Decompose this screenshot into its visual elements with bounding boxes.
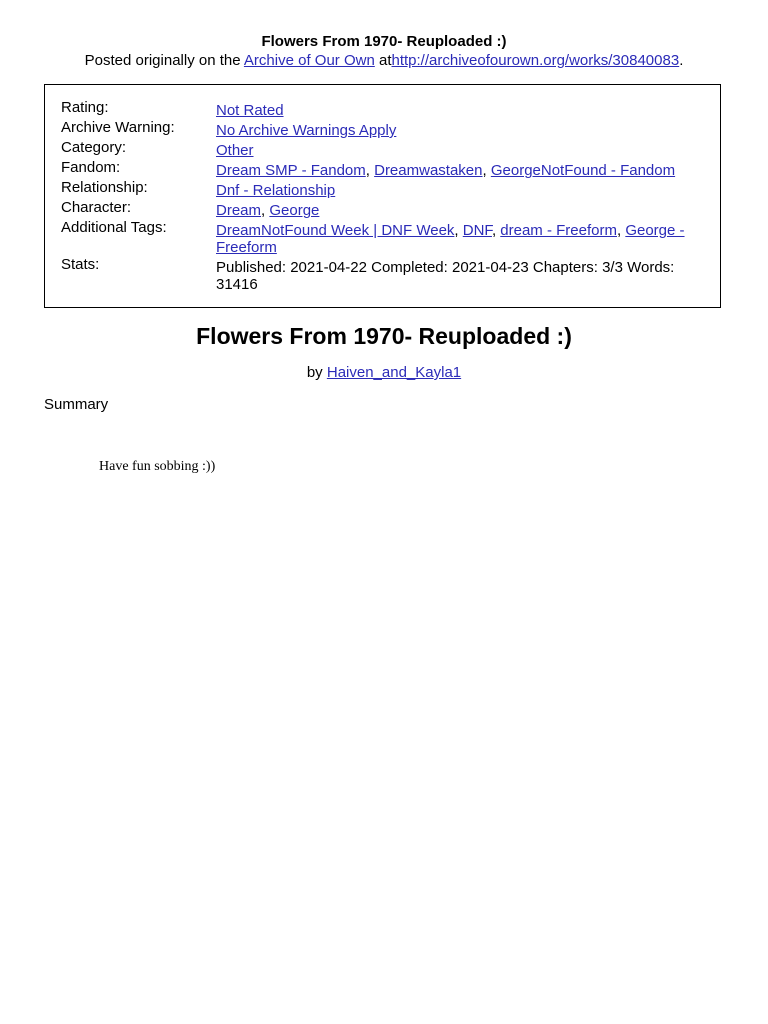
by-text: by: [306, 364, 323, 381]
rating-link[interactable]: Not Rated: [216, 102, 284, 119]
posted-prefix: Posted originally on the: [84, 52, 241, 69]
separator: ,: [491, 222, 501, 239]
warning-link[interactable]: No Archive Warnings Apply: [216, 122, 397, 139]
fandom-label: Fandom:: [61, 159, 121, 176]
category-label: Category:: [61, 139, 127, 156]
tags-value: [216, 222, 706, 256]
period: .: [679, 52, 684, 69]
summary-text: Have fun sobbing :)): [99, 459, 216, 474]
work-metadata-box: [44, 84, 721, 308]
warning-label: Archive Warning:: [61, 119, 175, 136]
tag-link[interactable]: dream - Freeform: [500, 222, 617, 239]
at-text: at: [378, 52, 392, 69]
category-value: [216, 142, 706, 159]
posted-originally-line: [0, 51, 768, 71]
rating-value: [216, 102, 706, 119]
fandom-value: [216, 162, 706, 179]
separator: ,: [616, 222, 626, 239]
work-url-link[interactable]: http://archiveofourown.org/works/30840083: [391, 52, 680, 69]
stats-value: Published: 2021-04-22 Completed: 2021-04-23 Chapters: 3/3 Words: 31416: [216, 259, 675, 293]
tag-link[interactable]: George - Freeform: [216, 222, 685, 256]
summary-heading: Summary: [44, 396, 109, 413]
rating-label: Rating:: [61, 99, 109, 116]
tag-link[interactable]: DreamNotFound Week | DNF Week: [216, 222, 455, 239]
author-link[interactable]: Haiven_and_Kayla1: [326, 364, 462, 381]
character-link[interactable]: George: [269, 202, 320, 219]
header-title: Flowers From 1970- Reuploaded :): [261, 33, 507, 50]
character-value: [216, 202, 706, 219]
relationship-link[interactable]: Dnf - Relationship: [216, 182, 336, 199]
fandom-link[interactable]: Dreamwastaken: [374, 162, 483, 179]
fandom-link[interactable]: GeorgeNotFound - Fandom: [490, 162, 676, 179]
work-title: Flowers From 1970- Reuploaded :): [196, 323, 572, 349]
separator: ,: [454, 222, 463, 239]
byline: [0, 363, 768, 383]
warning-value: [216, 122, 706, 139]
separator: ,: [365, 162, 375, 179]
character-label: Character:: [61, 199, 132, 216]
separator: ,: [482, 162, 491, 179]
category-link[interactable]: Other: [216, 142, 254, 159]
fandom-link[interactable]: Dream SMP - Fandom: [216, 162, 366, 179]
relationship-value: [216, 182, 706, 199]
tag-link[interactable]: DNF: [462, 222, 492, 239]
relationship-label: Relationship:: [61, 179, 148, 196]
document-header: [0, 33, 768, 71]
tags-label: Additional Tags:: [61, 219, 167, 236]
stats-label: Stats:: [61, 256, 100, 273]
character-link[interactable]: Dream: [216, 202, 262, 219]
separator: ,: [261, 202, 270, 219]
archive-of-our-own-link[interactable]: Archive of Our Own: [243, 52, 375, 69]
